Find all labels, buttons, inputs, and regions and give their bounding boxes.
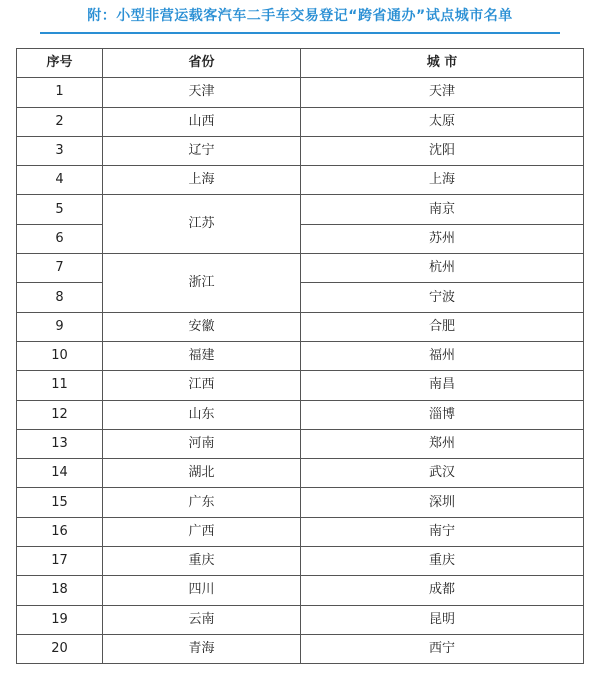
province-cell: 江西 (103, 371, 301, 400)
header-province: 省份 (103, 49, 301, 78)
province-cell: 湖北 (103, 459, 301, 488)
row-index-cell: 2 (17, 107, 103, 136)
row-index-cell: 10 (17, 341, 103, 370)
city-cell: 苏州 (301, 224, 584, 253)
city-cell: 沈阳 (301, 136, 584, 165)
header-index: 序号 (17, 49, 103, 78)
row-index-cell: 6 (17, 224, 103, 253)
province-cell: 浙江 (103, 254, 301, 313)
city-cell: 重庆 (301, 547, 584, 576)
title-underline (40, 32, 560, 34)
city-cell: 南京 (301, 195, 584, 224)
city-cell: 深圳 (301, 488, 584, 517)
province-cell: 江苏 (103, 195, 301, 254)
table-row (17, 400, 584, 429)
province-cell: 重庆 (103, 547, 301, 576)
city-cell: 杭州 (301, 254, 584, 283)
table-row (17, 136, 584, 165)
table-row (17, 429, 584, 458)
row-index-cell: 1 (17, 78, 103, 107)
row-index-cell: 18 (17, 576, 103, 605)
table-row (17, 341, 584, 370)
table-row (17, 107, 584, 136)
table-row (17, 517, 584, 546)
province-cell: 安徽 (103, 312, 301, 341)
table-row (17, 283, 584, 312)
province-cell: 青海 (103, 634, 301, 663)
table-row (17, 254, 584, 283)
document-title: 附：小型非营运载客汽车二手车交易登记“跨省通办”试点城市名单 (87, 8, 513, 24)
city-cell: 福州 (301, 341, 584, 370)
city-cell: 上海 (301, 166, 584, 195)
city-cell: 宁波 (301, 283, 584, 312)
table-row (17, 547, 584, 576)
pilot-cities-table (16, 48, 584, 664)
row-index-cell: 11 (17, 371, 103, 400)
city-cell: 西宁 (301, 634, 584, 663)
city-cell: 武汉 (301, 459, 584, 488)
city-cell: 南昌 (301, 371, 584, 400)
table-row (17, 576, 584, 605)
row-index-cell: 8 (17, 283, 103, 312)
table-row (17, 195, 584, 224)
province-cell: 天津 (103, 78, 301, 107)
row-index-cell: 20 (17, 634, 103, 663)
province-cell: 辽宁 (103, 136, 301, 165)
province-cell: 云南 (103, 605, 301, 634)
row-index-cell: 15 (17, 488, 103, 517)
city-cell: 郑州 (301, 429, 584, 458)
table-body (17, 78, 584, 664)
table-row (17, 488, 584, 517)
city-cell: 南宁 (301, 517, 584, 546)
row-index-cell: 7 (17, 254, 103, 283)
city-cell: 太原 (301, 107, 584, 136)
table-header-row (17, 49, 584, 78)
table-row (17, 312, 584, 341)
city-cell: 淄博 (301, 400, 584, 429)
row-index-cell: 4 (17, 166, 103, 195)
province-cell: 广西 (103, 517, 301, 546)
province-cell: 山东 (103, 400, 301, 429)
province-cell: 上海 (103, 166, 301, 195)
province-cell: 福建 (103, 341, 301, 370)
row-index-cell: 3 (17, 136, 103, 165)
city-cell: 成都 (301, 576, 584, 605)
row-index-cell: 12 (17, 400, 103, 429)
table-row (17, 459, 584, 488)
header-city: 城 市 (301, 49, 584, 78)
row-index-cell: 16 (17, 517, 103, 546)
province-cell: 四川 (103, 576, 301, 605)
table-row (17, 605, 584, 634)
province-cell: 山西 (103, 107, 301, 136)
table-row (17, 224, 584, 253)
row-index-cell: 17 (17, 547, 103, 576)
province-cell: 河南 (103, 429, 301, 458)
table-row (17, 634, 584, 663)
table-row (17, 166, 584, 195)
row-index-cell: 19 (17, 605, 103, 634)
row-index-cell: 5 (17, 195, 103, 224)
province-cell: 广东 (103, 488, 301, 517)
row-index-cell: 9 (17, 312, 103, 341)
row-index-cell: 14 (17, 459, 103, 488)
city-cell: 合肥 (301, 312, 584, 341)
table-row (17, 78, 584, 107)
row-index-cell: 13 (17, 429, 103, 458)
table-row (17, 371, 584, 400)
city-cell: 昆明 (301, 605, 584, 634)
city-cell: 天津 (301, 78, 584, 107)
